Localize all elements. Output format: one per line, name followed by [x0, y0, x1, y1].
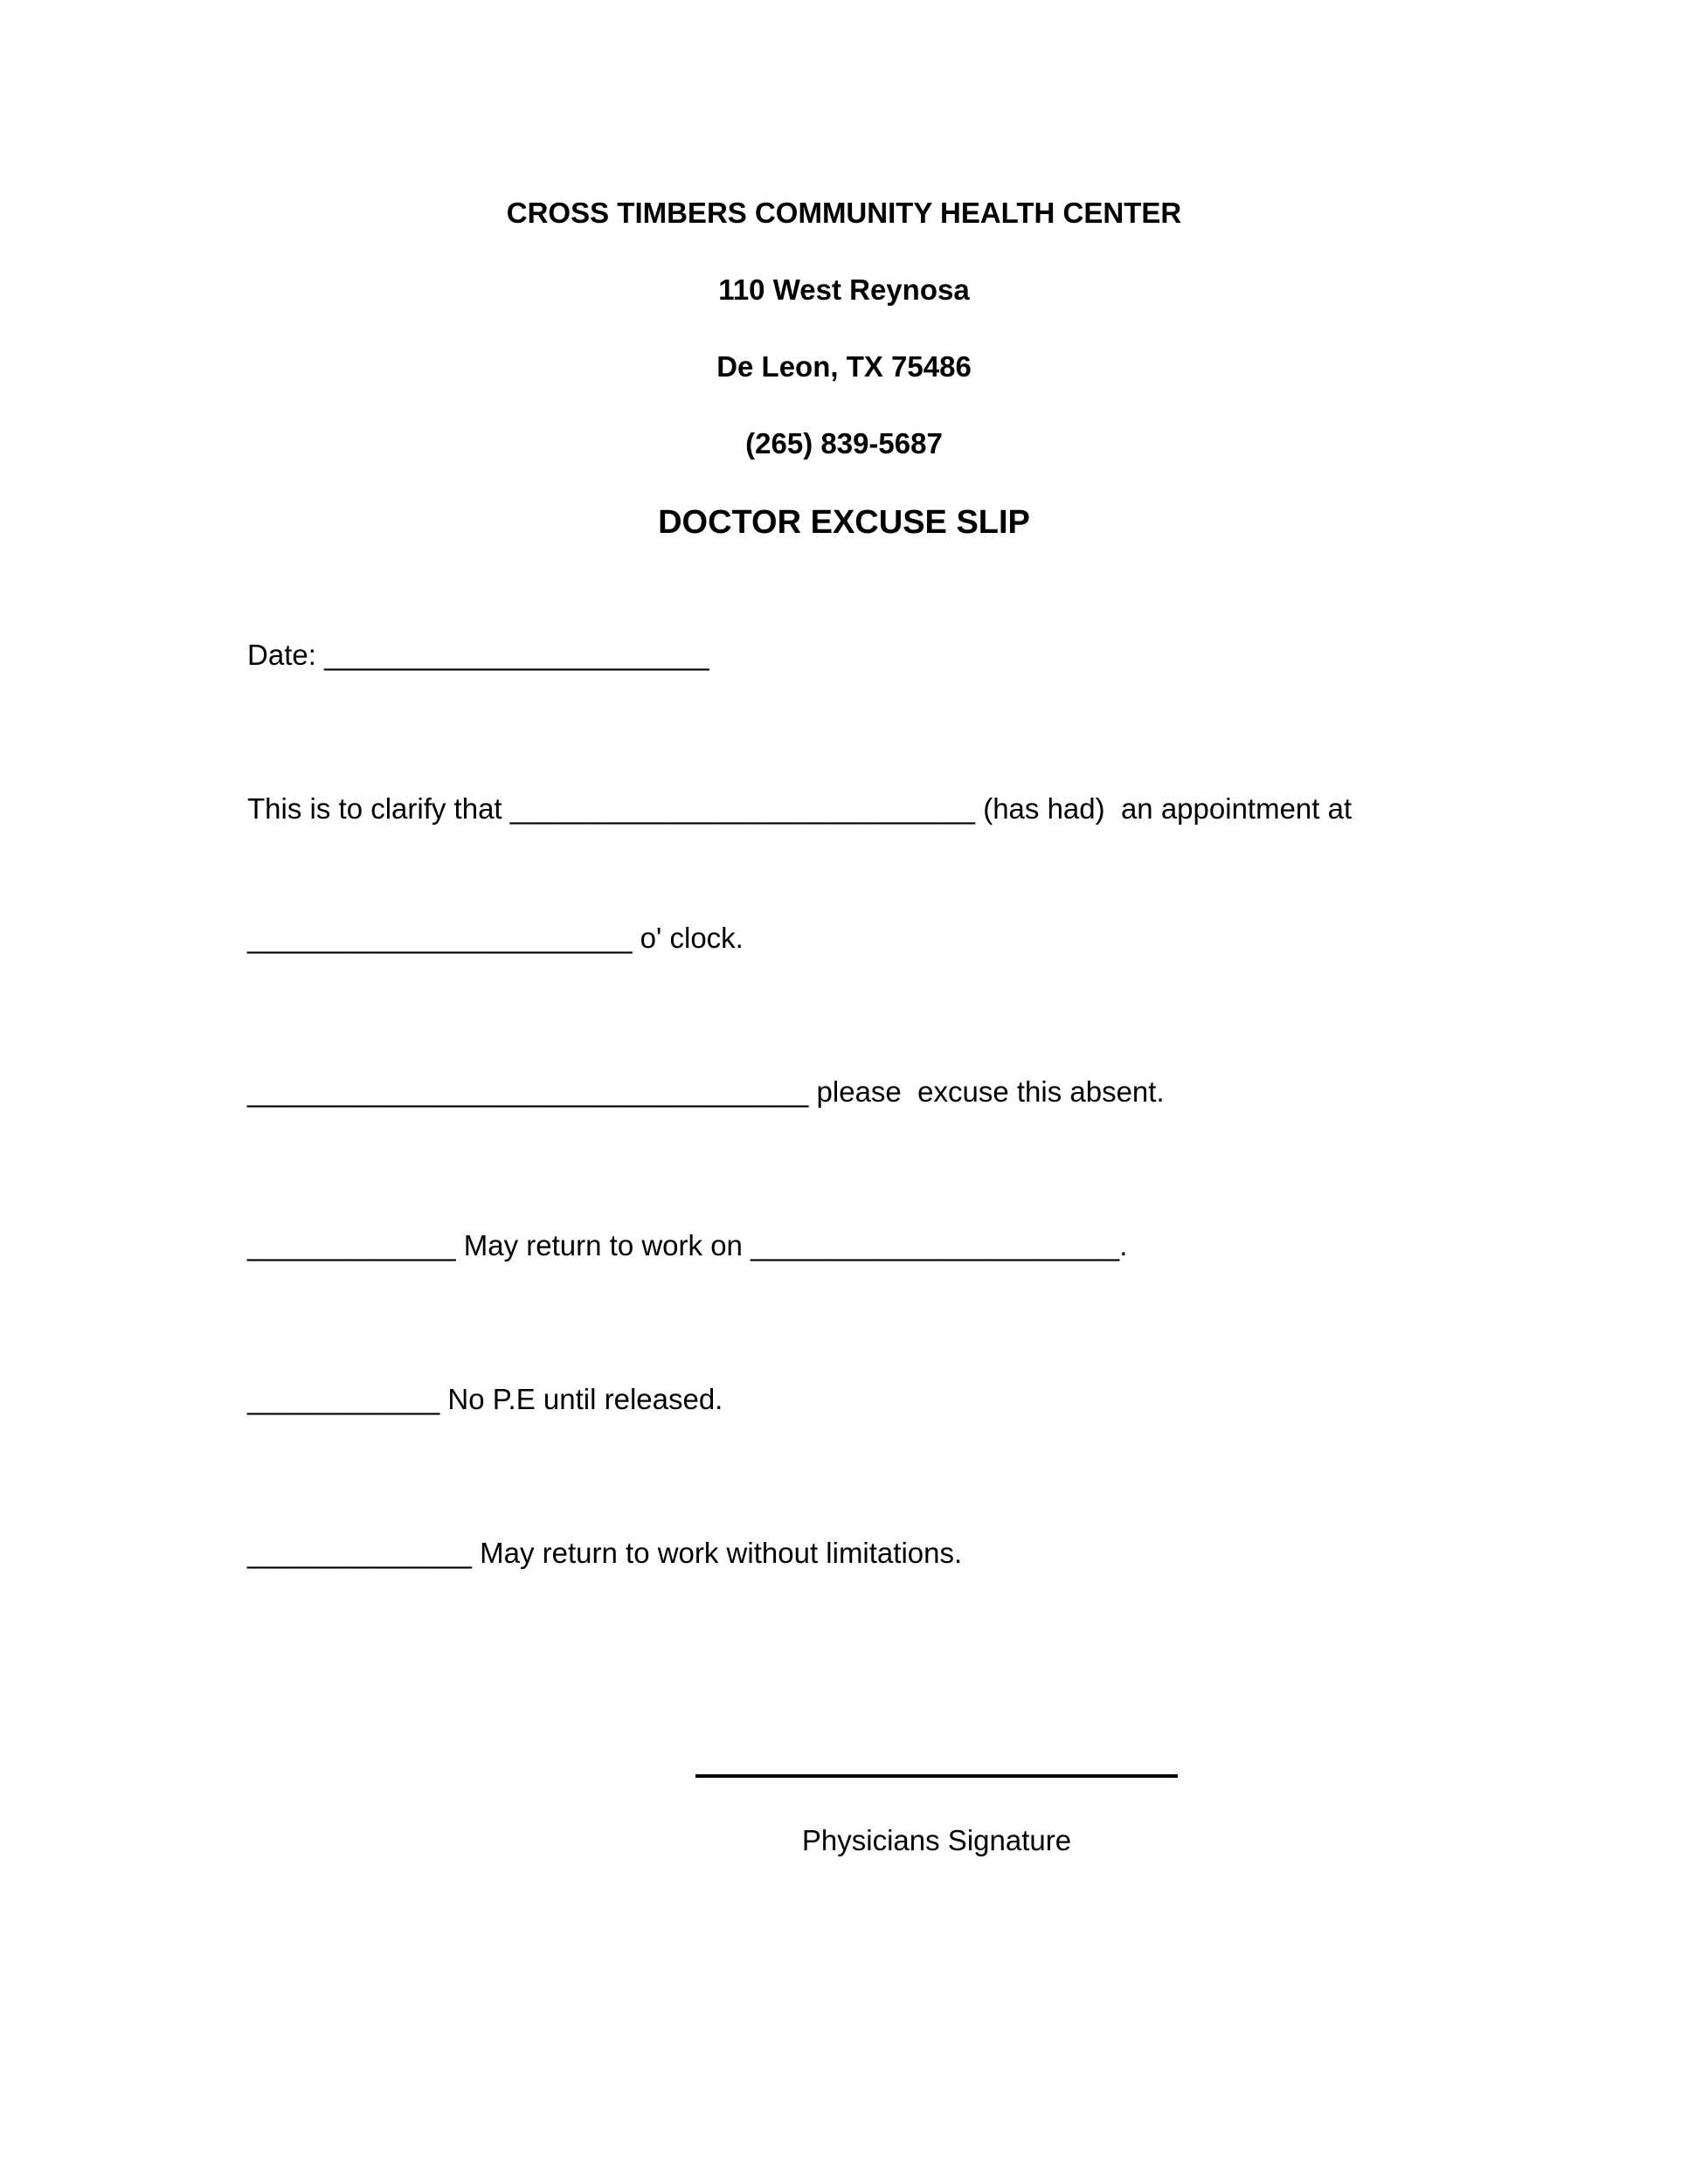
document-header — [0, 0, 1688, 543]
clarify-prefix-text: This is to clarify that — [247, 792, 510, 825]
org-name: CROSS TIMBERS COMMUNITY HEALTH CENTER — [506, 197, 1182, 229]
date-label: Date: — [247, 639, 325, 671]
excuse-addressee-blank-field[interactable]: ___________________________________ — [247, 1075, 809, 1108]
signature-block — [695, 1774, 1178, 1860]
no-pe-text: No P.E until released. — [439, 1383, 723, 1415]
signature-label: Physicians Signature — [801, 1824, 1072, 1856]
return-date-blank-field[interactable]: _______________________ — [751, 1229, 1120, 1261]
oclock-text: o' clock. — [632, 922, 744, 954]
no-pe-check-blank-field[interactable]: ____________ — [247, 1383, 440, 1415]
excuse-line — [199, 1034, 1601, 1150]
may-return-text: May return to work on — [455, 1229, 751, 1261]
no-limitations-text: May return to work without limitations. — [471, 1537, 963, 1569]
address-street: 110 West Reynosa — [718, 273, 970, 306]
patient-name-blank-field[interactable]: _____________________________ — [509, 792, 976, 825]
no-pe-line — [199, 1342, 1601, 1457]
excuse-text: please excuse this absent. — [808, 1075, 1165, 1108]
clarify-line — [199, 751, 1601, 867]
clarify-suffix-text: (has had) an appointment at — [975, 792, 1352, 825]
may-return-line — [199, 1188, 1601, 1303]
form-body — [199, 598, 1601, 1611]
no-limitations-line — [199, 1496, 1601, 1611]
oclock-line — [199, 881, 1601, 996]
may-return-period: . — [1119, 1229, 1128, 1261]
address-city: De Leon, TX 75486 — [716, 350, 972, 383]
appointment-time-blank-field[interactable]: ________________________ — [247, 922, 633, 954]
date-blank-field[interactable]: ________________________ — [324, 639, 709, 671]
phone-number: (265) 839-5687 — [745, 427, 943, 460]
may-return-check-blank-field[interactable]: _____________ — [247, 1229, 456, 1261]
document-title: DOCTOR EXCUSE SLIP — [658, 504, 1030, 541]
signature-line[interactable] — [695, 1774, 1178, 1778]
date-line — [199, 598, 1601, 713]
no-limitations-check-blank-field[interactable]: ______________ — [247, 1537, 472, 1569]
